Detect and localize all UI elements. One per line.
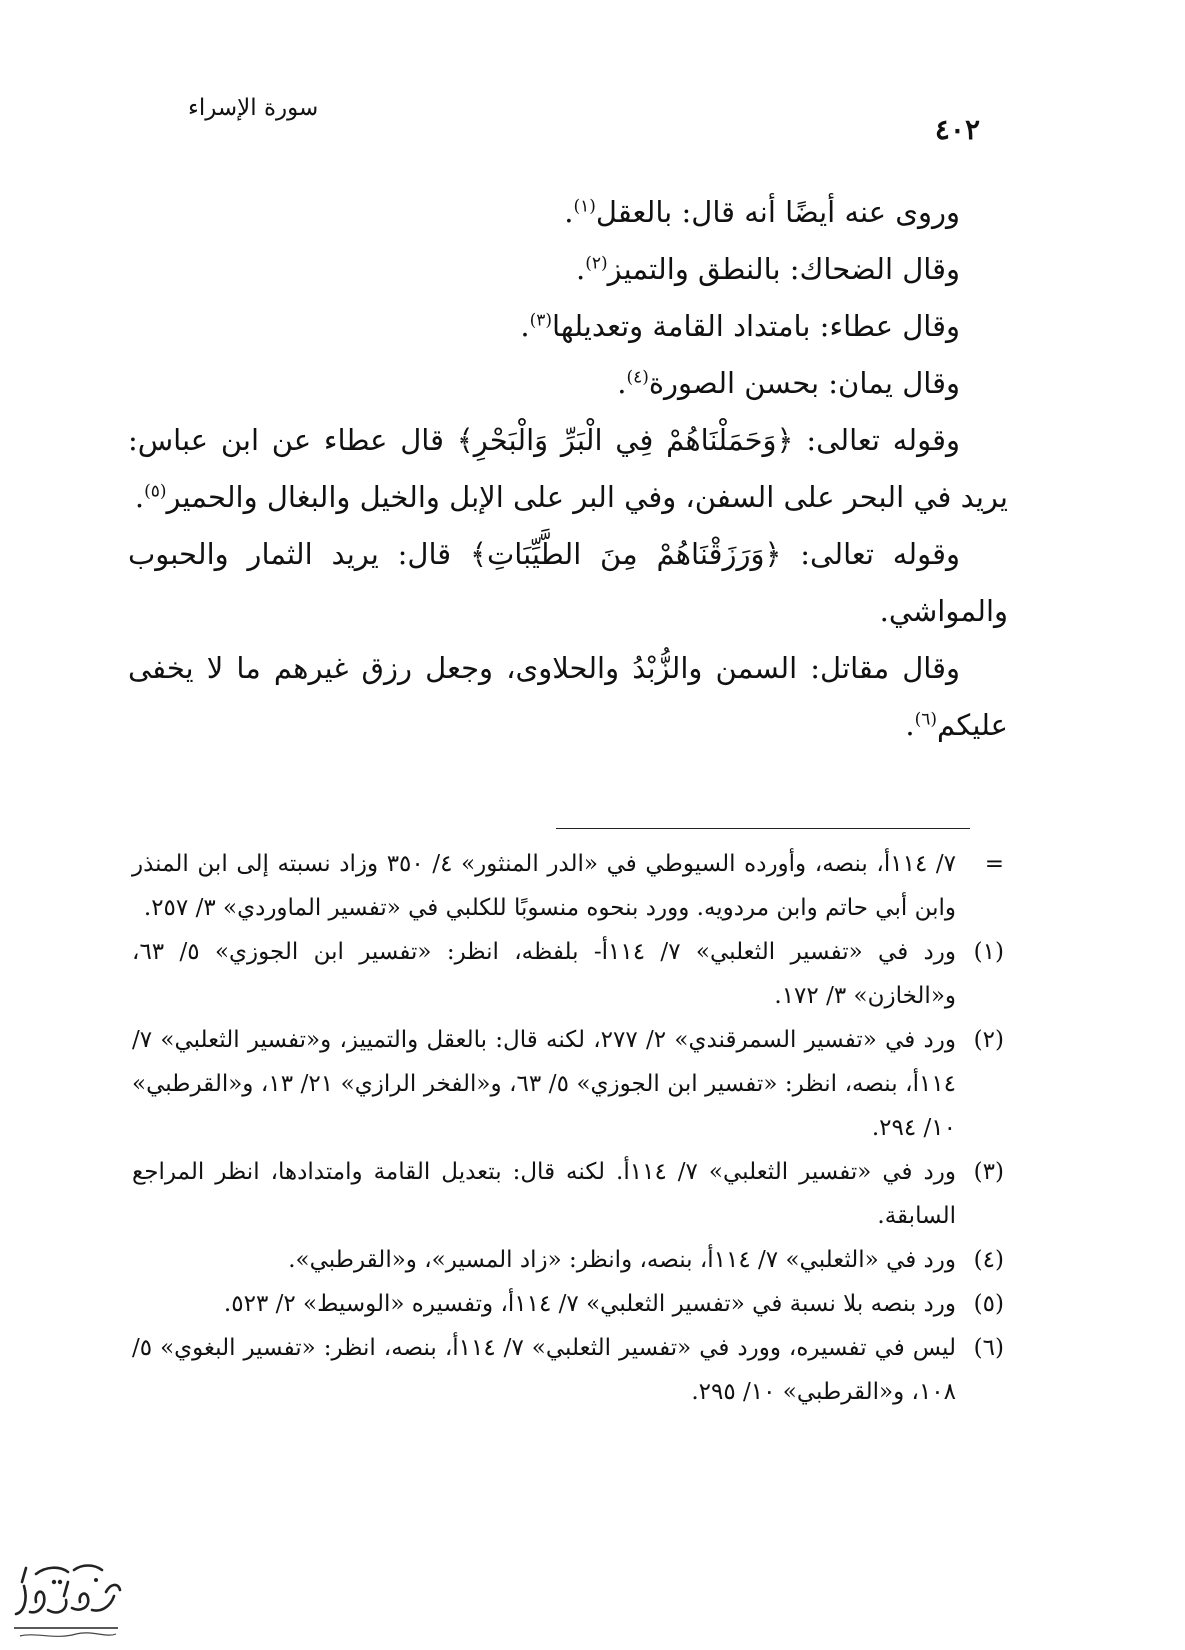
footnote-text: ليس في تفسيره، وورد في «تفسير الثعلبي» ٧/ ١١٤أ، بنصه، انظر: «تفسير البغوي» ٥/ ١٠٨، و«القرطبي» ١٠/ ٢٩٥.	[132, 1335, 956, 1405]
paragraph-text: وقال عطاء: بامتداد القامة وتعديلها	[551, 309, 960, 343]
footnote-continuation	[132, 842, 1004, 930]
paragraph	[128, 412, 1008, 526]
footnote-text: ورد بنصه بلا نسبة في «تفسير الثعلبي» ٧/ ١١٤أ، وتفسيره «الوسيط» ٢/ ٥٢٣.	[223, 1291, 956, 1317]
page-number: ٤٠٢	[934, 113, 980, 146]
paragraph	[128, 355, 1008, 412]
footnote-text: ٧/ ١١٤أ، بنصه، وأورده السيوطي في «الدر المنثور» ٤/ ٣٥٠ وزاد نسبته إلى ابن المنذر وابن أبي حاتم وابن مردويه. وورد بنحوه منسوبًا للكلبي في «تفسير الماوردي» ٣/ ٢٥٧.	[132, 851, 957, 921]
footnote-marker: (٦)	[973, 1335, 1004, 1361]
paragraph-end: .	[564, 195, 574, 229]
footnote-marker: (٤)	[973, 1247, 1004, 1273]
main-text	[128, 184, 1008, 754]
footnote-marker: (٣)	[973, 1159, 1004, 1185]
paragraph	[128, 526, 1008, 640]
footnote-text: ورد في «تفسير الثعلبي» ٧/ ١١٤أ- بلفظه، انظر: «تفسير ابن الجوزي» ٥/ ٦٣، و«الخازن» ٣/ ١٧٢.	[132, 939, 957, 1009]
footnotes-section	[132, 842, 1004, 1414]
footnote	[132, 1150, 1004, 1238]
footnote-marker: (١)	[973, 939, 1004, 965]
paragraph-lead: وقوله تعالى:	[793, 423, 960, 457]
paragraph-text: وقال مقاتل: السمن والزُّبْدُ والحلاوى، وجعل رزق غيرهم ما لا يخفى عليكم	[128, 651, 1008, 742]
footnote-text: ورد في «تفسير السمرقندي» ٢/ ٢٧٧، لكنه قال: بالعقل والتمييز، و«تفسير الثعلبي» ٧/ ١١٤أ، بنصه، انظر: «تفسير ابن الجوزي» ٥/ ٦٣، و«الفخر الرازي» ٢١/ ١٣، و«القرطبي» ١٠/ ٢٩٤.	[132, 1027, 957, 1141]
footnote-text: ورد في «الثعلبي» ٧/ ١١٤أ، بنصه، وانظر: «زاد المسير»، و«القرطبي».	[288, 1247, 956, 1273]
footnote	[132, 1238, 1004, 1282]
paragraph	[128, 298, 1008, 355]
paragraph-end: .	[520, 309, 530, 343]
paragraph-end: .	[905, 708, 915, 742]
footnote	[132, 930, 1004, 1018]
paragraph-text: وقال يمان: بحسن الصورة	[648, 366, 960, 400]
paragraph-end: .	[617, 366, 627, 400]
paragraph	[128, 241, 1008, 298]
paragraph-end: .	[576, 252, 586, 286]
footnote	[132, 1282, 1004, 1326]
running-header-surah-title: سورة الإسراء	[188, 95, 319, 121]
footnote	[132, 1018, 1004, 1150]
paragraph-lead: وقوله تعالى:	[781, 537, 960, 571]
footnote-reference[interactable]: (٢)	[585, 253, 608, 274]
footnote	[132, 1326, 1004, 1414]
footnote-reference[interactable]: (٣)	[529, 310, 552, 331]
quran-verse: ﴿وَرَزَقْنَاهُمْ مِنَ الطَّيِّبَاتِ﴾	[469, 537, 782, 571]
paragraph-text: قال عطاء عن ابن عباس: يريد في البحر على السفن، وفي البر على الإبل والخيل والبغال والحمير	[128, 423, 1008, 514]
footnote-separator	[556, 828, 970, 829]
paragraph	[128, 184, 1008, 241]
footnote-reference[interactable]: (٦)	[914, 709, 938, 730]
paragraph-text: وقال الضحاك: بالنطق والتميز	[607, 252, 960, 286]
paragraph-text: وروى عنه أيضًا أنه قال: بالعقل	[595, 195, 960, 229]
footnote-marker: =	[984, 851, 1004, 877]
paragraph-text: قال: يريد الثمار والحبوب والمواشي.	[128, 537, 1008, 628]
paragraph-end: .	[134, 480, 145, 514]
footnote-reference[interactable]: (٤)	[626, 367, 649, 388]
quran-verse: ﴿وَحَمَلْنَاهُمْ فِي الْبَرِّ وَالْبَحْرِ﴾	[456, 423, 794, 457]
footnote-reference[interactable]: (٥)	[144, 481, 167, 502]
calligraphy-stamp-logo	[6, 1552, 126, 1644]
footnote-text: ورد في «تفسير الثعلبي» ٧/ ١١٤أ. لكنه قال: بتعديل القامة وامتدادها، انظر المراجع السابقة.	[132, 1159, 956, 1229]
footnote-marker: (٢)	[973, 1027, 1004, 1053]
footnote-marker: (٥)	[973, 1291, 1004, 1317]
footnote-reference[interactable]: (١)	[573, 196, 596, 217]
paragraph	[128, 640, 1008, 754]
